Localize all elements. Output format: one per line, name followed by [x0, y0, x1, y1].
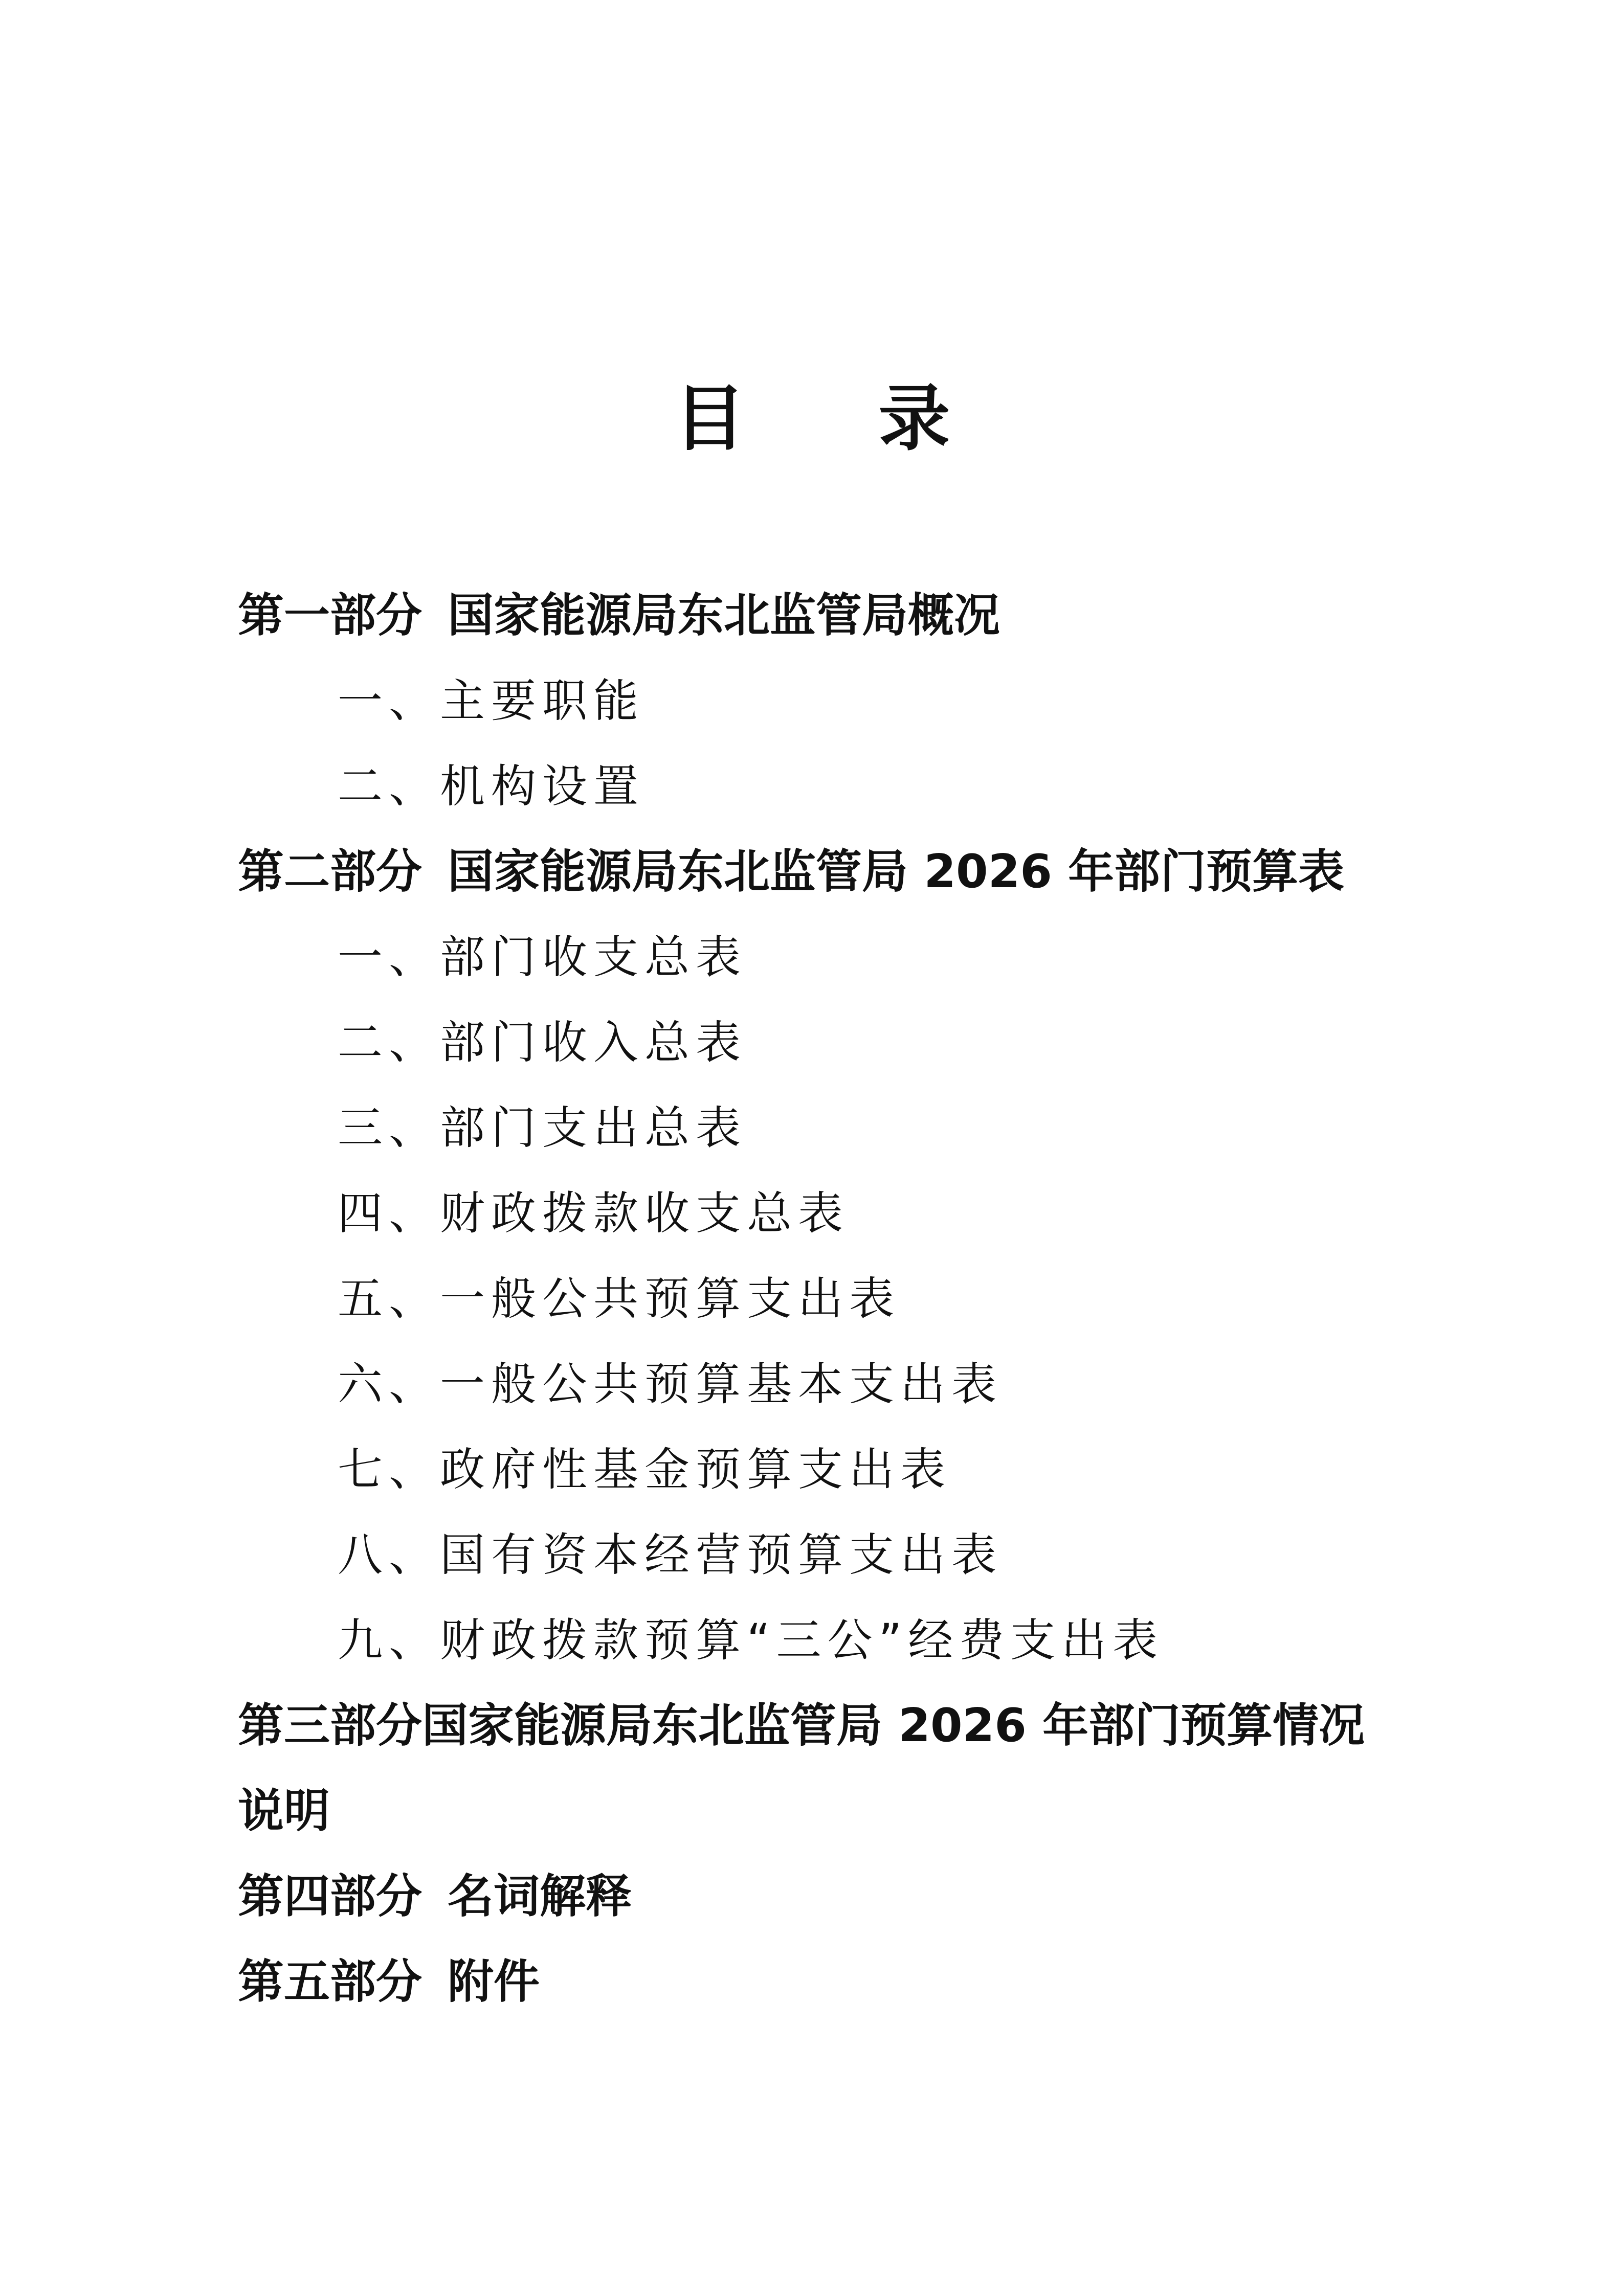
- toc-title: [0, 376, 1624, 463]
- toc-item: 七、政府性基金预算支出表: [338, 1443, 952, 1496]
- toc-item: 二、机构设置: [338, 760, 645, 813]
- part-label: 第二部分: [238, 845, 422, 898]
- toc-part-4: [238, 1854, 1404, 1939]
- toc-title-right: 录: [878, 377, 950, 461]
- part-heading: 附件: [448, 1955, 540, 2009]
- toc-item: 二、部门收入总表: [338, 1016, 747, 1069]
- toc-item: 九、财政拨款预算“三公”经费支出表: [338, 1614, 1164, 1667]
- part-heading: 国家能源局东北监管局 2026 年部门预算情况说明: [238, 1699, 1365, 1838]
- toc-item: 五、一般公共预算支出表: [338, 1272, 901, 1325]
- toc-part-3: [238, 1683, 1404, 1854]
- part-label: 第三部分: [238, 1699, 422, 1752]
- toc-item: 四、财政拨款收支总表: [338, 1187, 850, 1240]
- toc-title-left: 目: [674, 377, 746, 461]
- part-heading: 名词解释: [448, 1870, 632, 1923]
- toc-item: 三、部门支出总表: [338, 1101, 747, 1154]
- part-label: 第四部分: [238, 1870, 422, 1923]
- toc-part-5: [238, 1939, 1404, 2024]
- part-label: 第五部分: [238, 1955, 422, 2009]
- toc-part-2: [238, 829, 1404, 914]
- part-label: 第一部分: [238, 589, 422, 642]
- toc-item: 一、部门收支总表: [338, 931, 747, 983]
- toc-item: 六、一般公共预算基本支出表: [338, 1358, 1003, 1410]
- toc-part-1: [238, 573, 1404, 658]
- toc-item: 一、主要职能: [338, 674, 645, 727]
- part-heading: 国家能源局东北监管局 2026 年部门预算表: [448, 845, 1345, 898]
- part-heading: 国家能源局东北监管局概况: [448, 589, 1000, 642]
- table-of-contents: [238, 573, 1404, 2024]
- toc-item: 八、国有资本经营预算支出表: [338, 1528, 1003, 1581]
